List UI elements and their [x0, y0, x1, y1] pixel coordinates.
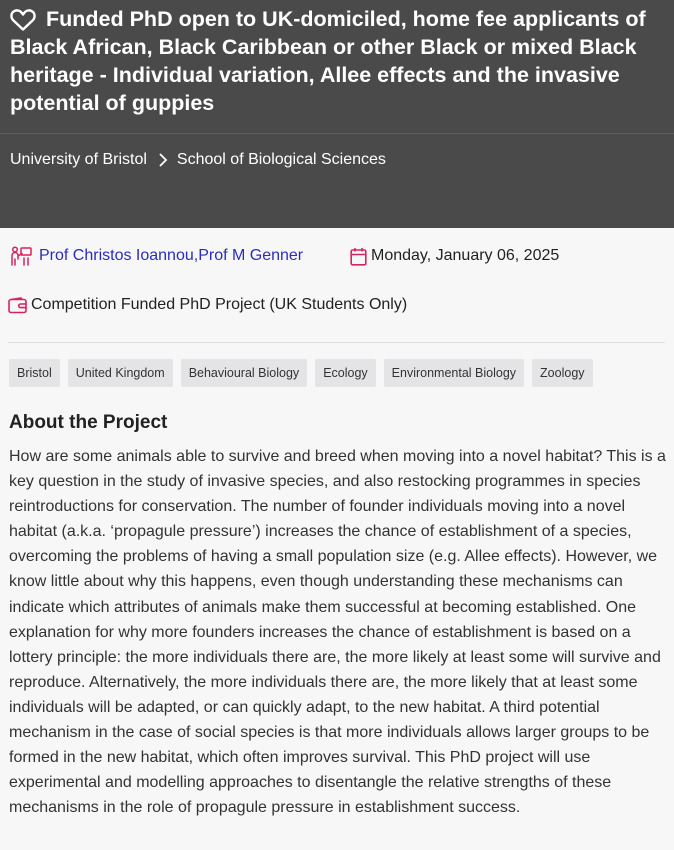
header-divider	[0, 133, 674, 134]
funding-row	[8, 295, 407, 315]
tag-environmental-biology[interactable]: Environmental Biology	[384, 359, 524, 387]
page-title: Funded PhD open to UK-domiciled, home fee applicants of Black African, Black Caribbean or other Black or mixed Black heritage - Individual variation, Allee effects and the invasive potential of guppies	[10, 7, 646, 115]
tag-ecology[interactable]: Ecology	[315, 359, 375, 387]
breadcrumb-university-link[interactable]: University of Bristol	[10, 151, 147, 168]
chevron-right-icon	[155, 150, 171, 170]
wallet-icon	[8, 297, 27, 314]
page-header	[0, 0, 674, 228]
supervisor-link[interactable]: Prof Christos Ioannou	[39, 247, 194, 264]
supervisor-link[interactable]: Prof M Genner	[198, 247, 304, 264]
funding-type: Competition Funded PhD Project (UK Students Only)	[31, 296, 408, 313]
tag-bristol[interactable]: Bristol	[9, 359, 60, 387]
breadcrumb	[10, 150, 386, 170]
tag-list	[9, 359, 601, 387]
tag-zoology[interactable]: Zoology	[532, 359, 592, 387]
supervisors-row	[10, 246, 303, 266]
supervisor-icon	[10, 246, 32, 266]
section-divider	[8, 342, 665, 343]
supervisor-separator: ,	[193, 247, 199, 264]
tag-united-kingdom[interactable]: United Kingdom	[68, 359, 173, 387]
title-row	[10, 5, 665, 117]
heart-icon[interactable]	[10, 8, 36, 32]
about-text: How are some animals able to survive and breed when moving into a novel habitat? This is a key question in the study of invasive species, and also restocking programmes in species reintroductions for conservation. The number of founder individuals moving into a novel habitat (a.k.a. ‘propagule pressure’) increases the chance of establishment of a species, overcoming the problems of having a small population size (e.g. Allee effects). However, we know little about why this happens, even though understanding these mechanisms can indicate which attributes of animals make them successful at becoming established. One explanation for why more founders increases the chance of establishment is based on a lottery principle: the more individuals there are, the more likely at least some will survive and reproduce. Alternatively, the more individuals there are, the more likely that at least some individuals will be adapted, or can quickly adapt, to the new habitat. A third potential mechanism in the case of social species is that more individuals allows larger groups to be formed in the new habitat, which often improves survival. This PhD project will use experimental and modelling approaches to disentangle the relative strengths of these mechanisms in the role of propagule pressure in establishment success.	[9, 448, 666, 817]
about-heading: About the Project	[9, 412, 168, 433]
posted-date: Monday, January 06, 2025	[371, 247, 560, 264]
calendar-icon	[350, 247, 367, 266]
breadcrumb-school-link[interactable]: School of Biological Sciences	[176, 151, 386, 168]
tag-behavioural-biology[interactable]: Behavioural Biology	[181, 359, 308, 387]
date-row	[350, 246, 559, 266]
